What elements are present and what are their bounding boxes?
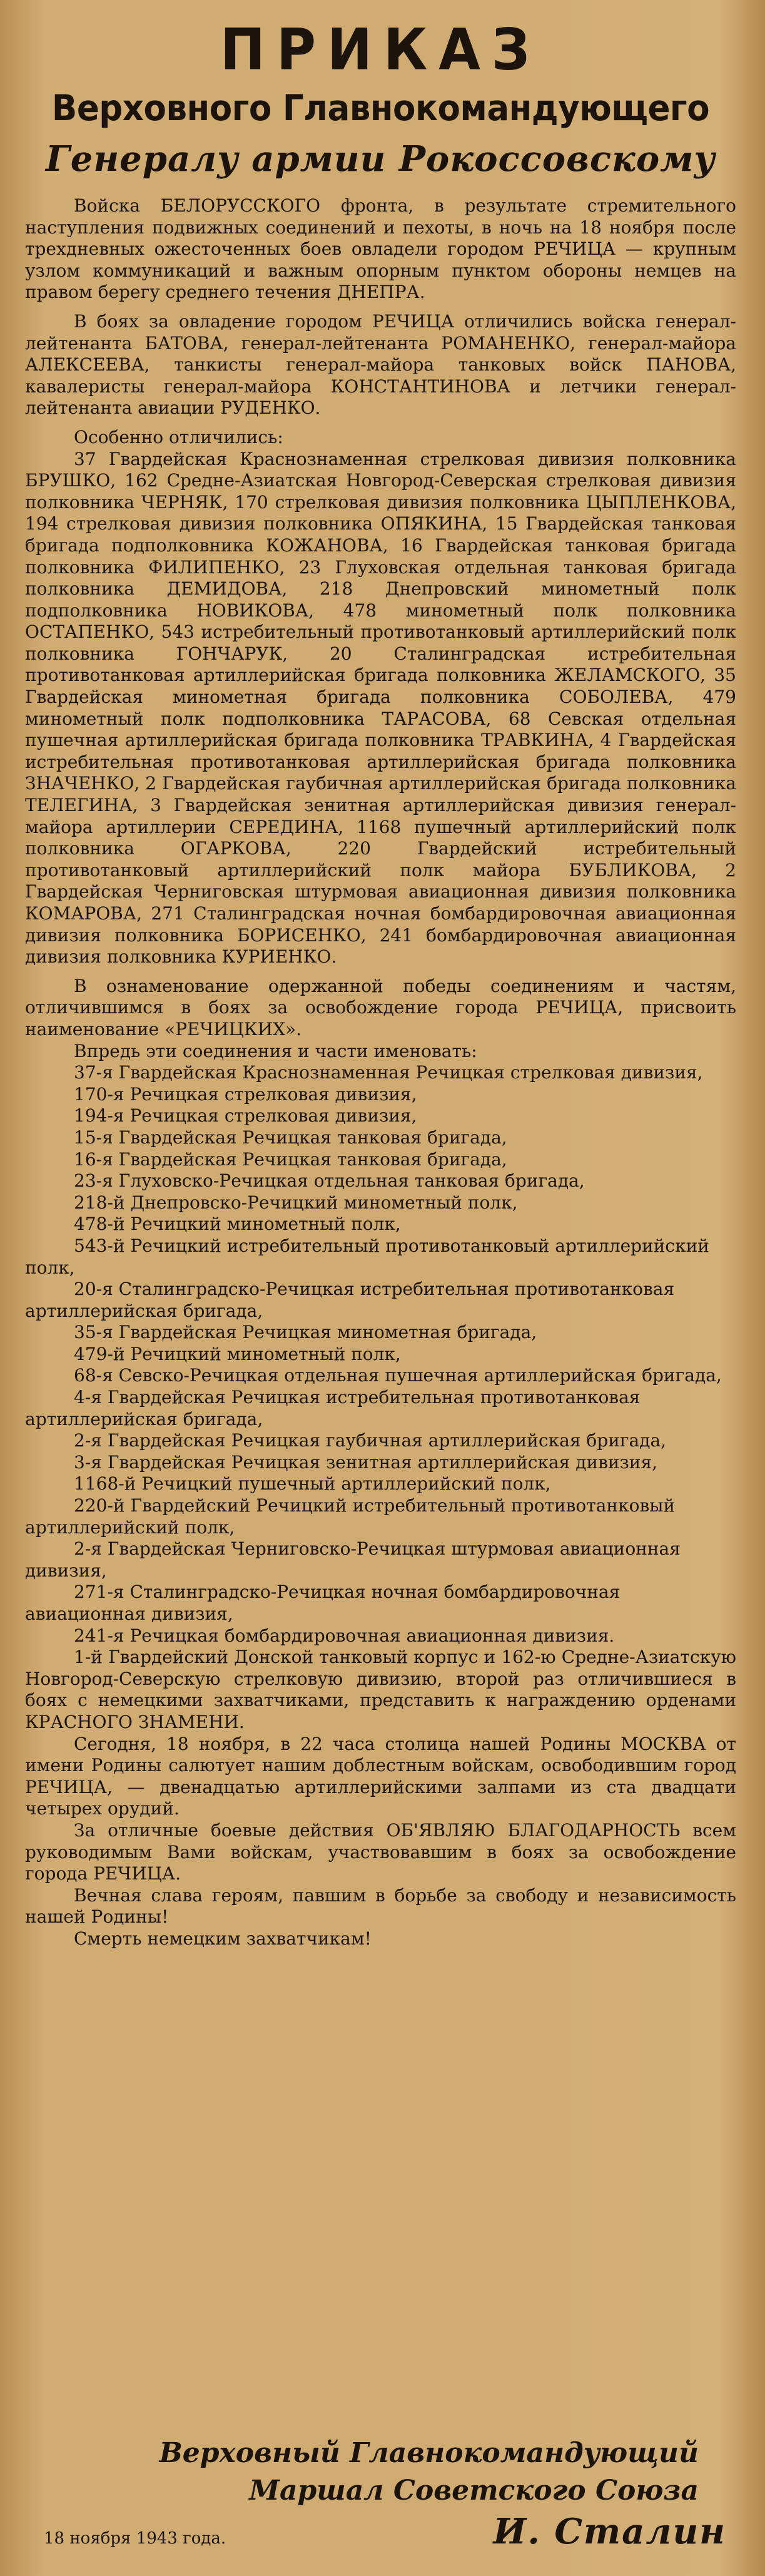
decree-list-item: 3-я Гвардейская Речицкая зенитная артиллерийская дивизия,	[74, 1451, 658, 1473]
paragraph-especially-heading: Особенно отличились:	[74, 426, 283, 447]
decree-list-item: 2-я Гвардейская Черниговско-Речицкая штурмовая авиационная дивизия,	[25, 1538, 681, 1581]
decree-list-item: 271-я Сталинградско-Речицкая ночная бомбардировочная авиационная дивизия,	[25, 1582, 621, 1624]
decree-list-item: 20-я Сталинградско-Речицкая истребительная противотанковая артиллерийская бригада,	[25, 1279, 675, 1321]
order-issuer: Верховного Главнокомандующего	[51, 88, 710, 129]
paragraph-glory: Вечная слава героям, павшим в борьбе за свободу и независимость нашей Родины!	[25, 1884, 736, 1928]
paragraph-intro: Войска БЕЛОРУССКОГО фронта, в результате стремительного наступления подвижных соединений и пехоты, в ночь на 18 ноября после трехдневных ожесточенных боев овладели городом РЕЧИЦА — крупным узлом коммуникаций и важным опорным пунктом обороны немцев на правом берегу среднего течения ДНЕПРА.	[25, 195, 736, 303]
decree-list-item: 478-й Речицкий минометный полк,	[74, 1214, 401, 1235]
paragraph-distinguished: В боях за овладение городом РЕЧИЦА отличились войска генерал-лейтенанта БАТОВА, генерал-лейтенанта РОМАНЕНКО, генерал-майора АЛЕКСЕЕВА, танкисты генерал-майора танковых войск ПАНОВА, кавалеристы генерал-майора КОНСТАНТИНОВА и летчики генерал-лейтенанта авиации РУДЕНКО.	[25, 310, 736, 419]
decree-list-item: 218-й Днепровско-Речицкий минометный полк,	[74, 1192, 518, 1213]
order-body	[25, 195, 736, 1950]
paragraph-awards: 1-й Гвардейский Донской танковый корпус и 162-ю Средне-Азиатскую Новгород-Северскую стрелковую дивизию, второй раз отличившиеся в боях с немецкими захватчиками, представить к награждению орденами КРАСНОГО ЗНАМЕНИ.	[25, 1647, 736, 1732]
order-title: ПРИКАЗ	[220, 17, 541, 84]
decree-list-item: 16-я Гвардейская Речицкая танковая бригада,	[74, 1148, 507, 1170]
decree-list-item: 15-я Гвардейская Речицкая танковая бригада,	[74, 1127, 507, 1148]
order-date: 18 ноября 1943 года.	[44, 2529, 226, 2548]
decree-list-item: 37-я Гвардейская Краснознаменная Речицкая стрелковая дивизия,	[74, 1062, 703, 1083]
decree-list-item: 23-я Глуховско-Речицкая отдельная танковая бригада,	[74, 1170, 585, 1192]
paragraph-especially-list: 37 Гвардейская Краснознаменная стрелковая дивизия полковника БРУШКО, 162 Средне-Азиатская Новгород-Северская стрелковая дивизия полковника ЧЕРНЯК, 170 стрелковая дивизия полковника ЦЫПЛЕНКОВА, 194 стрелковая дивизия полковника ОПЯКИНА, 15 Гвардейская танковая бригада подполковника КОЖАНОВА, 16 Гвардейская танковая бригада полковника ФИЛИПЕНКО, 23 Глуховская отдельная танковая бригада полковника ДЕМИДОВА, 218 Днепровский минометный полк подполковника НОВИКОВА, 478 минометный полк полковника ОСТАПЕНКО, 543 истребительный противотанковый артиллерийский полк полковника ГОНЧАРУК, 20 Сталинградская истребительная противотанковая артиллерийская бригада полковника ЖЕЛАМСКОГО, 35 Гвардейская минометная бригада полковника СОБОЛЕВА, 479 минометный полк подполковника ТАРАСОВА, 68 Севская отдельная пушечная артиллерийская бригада полковника ТРАВКИНА, 4 Гвардейская истребительная противотанковая артиллерийская бригада полковника ЗНАЧЕНКО, 2 Гвардейская гаубичная артиллерийская бригада полковника ТЕЛЕГИНА, 3 Гвардейская зенитная артиллерийская дивизия генерал-майора артиллерии СЕРЕДИНА, 1168 пушечный артиллерийский полк полковника ОГАРКОВА, 220 Гвардейский истребительный противотанковый артиллерийский полк майора БУБЛИКОВА, 2 Гвардейская Черниговская штурмовая авиационная дивизия полковника КОМАРОВА, 271 Сталинградская ночная бомбардировочная авиационная дивизия полковника БОРИСЕНКО, 241 бомбардировочная авиационная дивизия полковника КУРИЕНКО.	[25, 448, 736, 968]
paragraph-salute: Сегодня, 18 ноября, в 22 часа столица нашей Родины МОСКВА от имени Родины салютует нашим доблестным войскам, освободившим город РЕЧИЦА, — двенадцатью артиллерийскими залпами из ста двадцати четырех орудий.	[25, 1733, 736, 1819]
decree-list-item: 1168-й Речицкий пушечный артиллерийский полк,	[74, 1473, 551, 1495]
decree-list-item: 194-я Речицкая стрелковая дивизия,	[74, 1105, 417, 1127]
order-addressee: Генералу армии Рокоссовскому	[46, 138, 716, 180]
decree-list-item: 170-я Речицкая стрелковая дивизия,	[74, 1083, 417, 1105]
decree-list-item: 241-я Речицкая бомбардировочная авиационная дивизия.	[74, 1625, 615, 1646]
signature-name: И. Сталин	[493, 2511, 726, 2552]
decree-list-item: 220-й Гвардейский Речицкий истребительный противотанковый артиллерийский полк,	[25, 1495, 676, 1538]
decree-list-item: 35-я Гвардейская Речицкая минометная бригада,	[74, 1322, 537, 1343]
decree-list-item: 4-я Гвардейская Речицкая истребительная противотанковая артиллерийская бригада,	[25, 1387, 641, 1429]
signature-block	[25, 2435, 736, 2552]
paragraph-gratitude: За отличные боевые действия ОБ'ЯВЛЯЮ БЛАГОДАРНОСТЬ всем руководимым Вами войскам, участвовавшим в боях за освобождение города РЕЧИЦА.	[25, 1819, 736, 1884]
signature-rank: Маршал Советского Союза	[249, 2475, 699, 2507]
decree-list-item: 2-я Гвардейская Речицкая гаубичная артиллерийская бригада,	[74, 1430, 667, 1451]
decree-list-item: 68-я Севско-Речицкая отдельная пушечная артиллерийская бригада,	[74, 1365, 722, 1386]
decree-list	[25, 1062, 736, 1647]
signature-position: Верховный Главнокомандующий	[159, 2437, 699, 2469]
decree-list-item: 479-й Речицкий минометный полк,	[74, 1343, 401, 1364]
paragraph-death: Смерть немецким захватчикам!	[74, 1928, 372, 1949]
paragraph-commemoration: В ознаменование одержанной победы соединениям и частям, отличившимся в боях за освобождение города РЕЧИЦА, присвоить наименование «РЕЧИЦКИХ».	[25, 975, 736, 1040]
paragraph-henceforth: Впредь эти соединения и части именовать:	[74, 1040, 477, 1061]
signature-footer	[25, 2511, 736, 2552]
decree-list-item: 543-й Речицкий истребительный противотанковый артиллерийский полк,	[25, 1235, 709, 1278]
